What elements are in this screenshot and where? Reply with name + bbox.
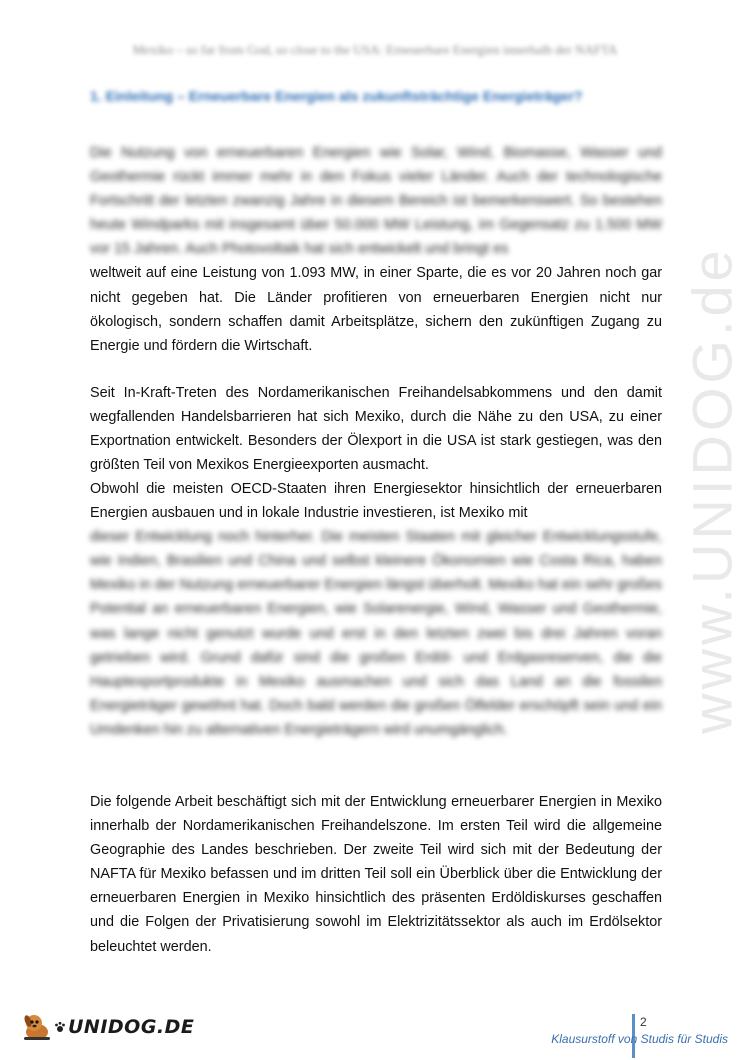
running-header: Mexiko – so far from God, so close to the USA: Erneuerbare Energien innerhalb der NAFTA xyxy=(132,42,618,57)
logo-text: UNIDOG.DE xyxy=(68,1016,195,1038)
paragraph-1 xyxy=(90,141,662,358)
section-heading: 1. Einleitung – Erneuerbare Energien als zukunftsträchtige Energieträger? xyxy=(90,88,583,104)
paragraph-4-text: Die folgende Arbeit beschäftigt sich mit der Entwicklung erneuerbarer Energien in Mexiko innerhalb der Nordamerikanischen Freihandelszone. Im ersten Teil wird die allgemeine Geographie des Landes beschrieben. Der zweite Teil wird sich mit der Bedeutung der NAFTA für Mexiko befassen und im dritten Teil soll ein Überblick über die Entwicklung der erneuerbaren Energien in Mexiko hinsichtlich des präsenten Erdöldiskurses geschaffen und die Folgen der Privatisierung sowohl im Elektrizitätssektor als auch im Erdölsektor beleuchtet werden. xyxy=(90,794,662,955)
dog-mascot-icon xyxy=(20,1012,54,1042)
page-number: 2 xyxy=(640,1015,647,1029)
paragraph-3-blurred-part: dieser Entwicklung noch hinterher. Die meisten Staaten mit gleicher Entwicklungsstufe, wie Indien, Brasilien und China und selbst kleinere Ökonomien wie Costa Rica, haben Mexiko in der Nutzung erneuerbarer Energien längst überholt. Mexiko hat ein sehr großes Potential an erneuerbaren Energien, wie Solarenergie, Wind, Wasser und Geothermie, was lange nicht genutzt wurde und erst in den letzten zwei bis drei Jahren voran getrieben wird. Grund dafür sind die großen Erdöl- und Erdgasreserven, die die Hauptexportprodukte in Mexiko ausmachen und sich das Land an die fossilen Energieträger gewöhnt hat. Doch bald werden die großen Ölfelder erschöpft sein und ein Umdenken hin zu alternativen Energieträgern wird unumgänglich. xyxy=(90,529,662,738)
paragraph-3 xyxy=(90,477,662,742)
footer-tagline: Klausurstoff von Studis für Studis xyxy=(551,1032,728,1046)
paw-icon xyxy=(54,1021,66,1033)
watermark-text: www.UNIDOG.de xyxy=(680,246,744,734)
paragraph-1-visible-part: weltweit auf eine Leistung von 1.093 MW, in einer Sparte, die es vor 20 Jahren noch gar nicht gegeben hat. Die Länder profitieren von erneuerbaren Energien nicht nur ökologisch, sondern schaffen damit Arbeitsplätze, sichern den zukünftigen Zugang zu Energie und fördern die Wirtschaft. xyxy=(90,265,662,354)
unidog-logo xyxy=(20,1012,194,1042)
paragraph-4 xyxy=(90,790,662,959)
paragraph-2 xyxy=(90,381,662,477)
paragraph-3-visible-part: Obwohl die meisten OECD-Staaten ihren Energiesektor hinsichtlich der erneuerbaren Energien ausbauen und in lokale Industrie investieren, ist Mexiko mit xyxy=(90,481,662,522)
paragraph-2-text: Seit In-Kraft-Treten des Nordamerikanischen Freihandelsabkommens und den damit wegfallenden Handelsbarrieren hat sich Mexiko, durch die Nähe zu den USA, zu einer Exportnation entwickelt. Besonders der Ölexport in die USA ist stark gestiegen, was den größten Teil von Mexikos Energieexporten ausmacht. xyxy=(90,385,662,474)
paragraph-1-blurred-part: Die Nutzung von erneuerbaren Energien wie Solar, Wind, Biomasse, Wasser und Geothermie rückt immer mehr in den Fokus vieler Länder. Auch der technologische Fortschritt der letzten zwanzig Jahre in diesem Bereich ist bemerkenswert. So bestehen heute Windparks mit insgesamt über 50.000 MW Leistung, im Gegensatz zu 1.500 MW vor 15 Jahren. Auch Photovoltaik hat sich entwickelt und bringt es xyxy=(90,145,662,258)
